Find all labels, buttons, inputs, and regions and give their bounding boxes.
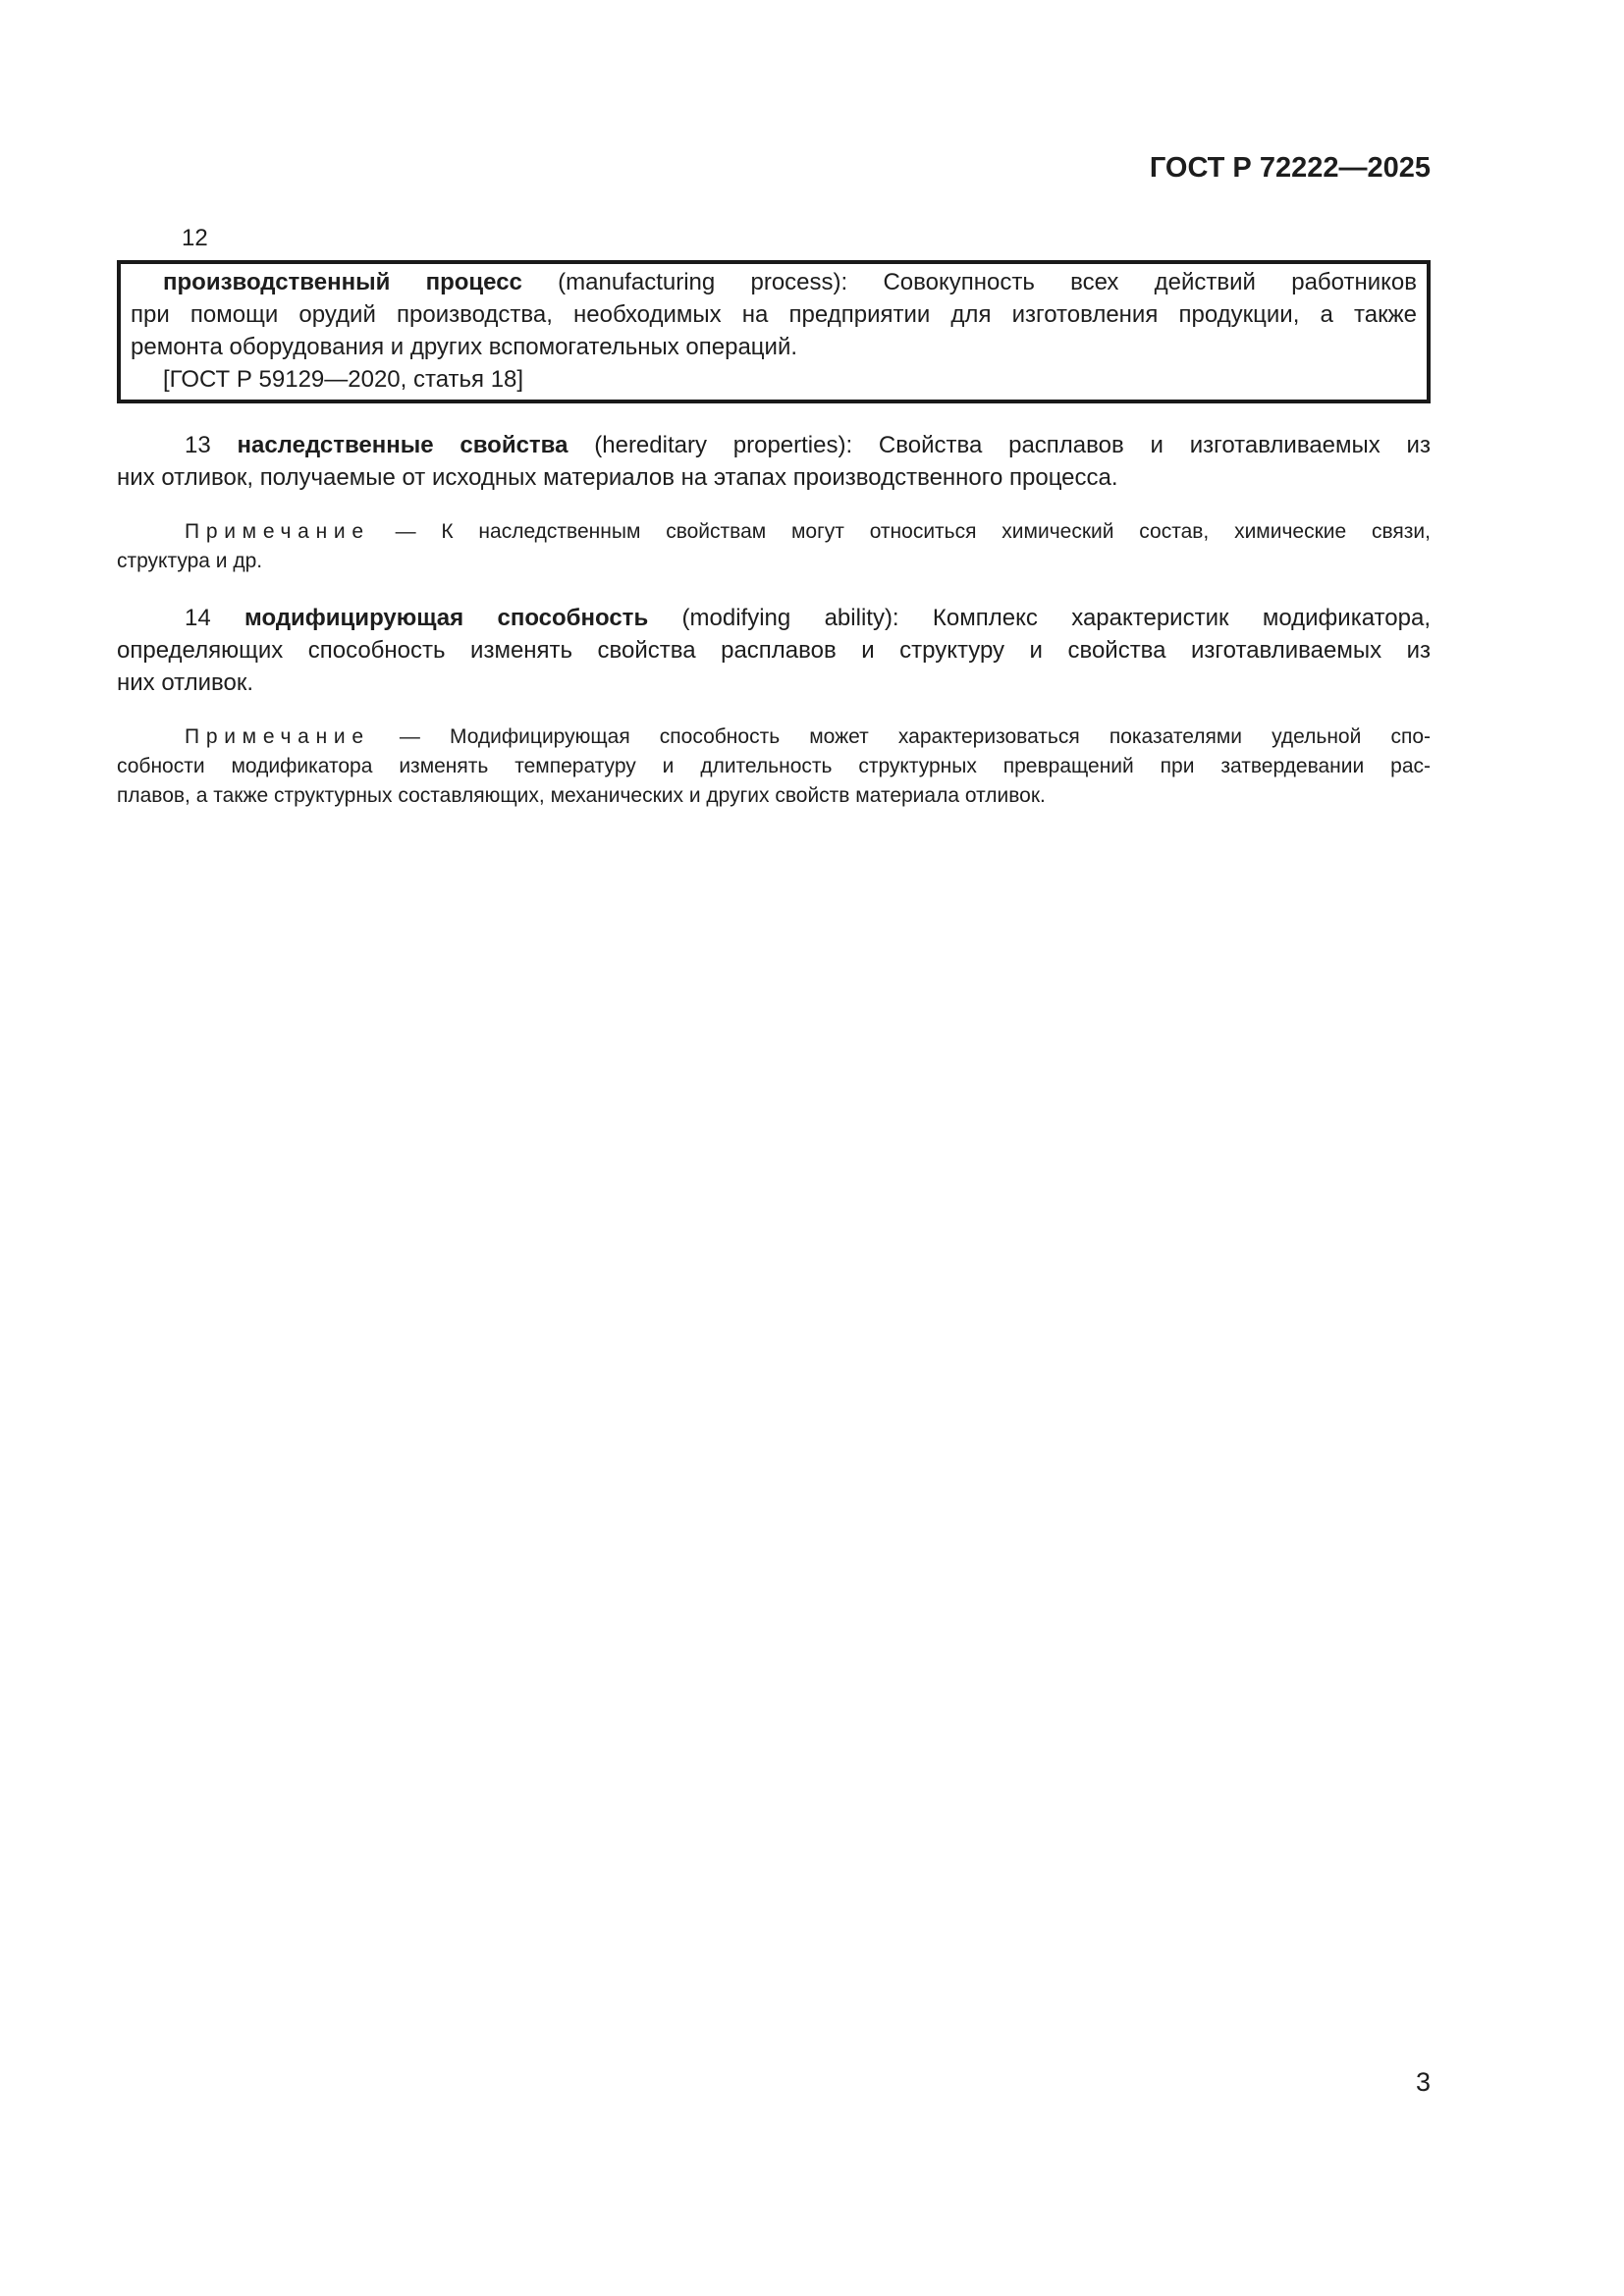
clause-14-note	[117, 722, 1431, 811]
text-line	[117, 429, 1431, 461]
text-line	[117, 517, 1431, 547]
text-line	[131, 298, 1417, 331]
text-line	[117, 781, 1431, 811]
definition-box	[117, 260, 1431, 403]
standard-number-header: ГОСТ Р 72222—2025	[1149, 152, 1431, 184]
text-segment: — К наследственным свойствам могут относиться химический состав, химические связи,	[369, 520, 1431, 543]
clause-12-number: 12	[182, 225, 208, 251]
text-line	[131, 331, 1417, 363]
term-bold: производственный процесс	[163, 269, 522, 295]
term-bold: наследственные свойства	[237, 432, 568, 458]
text-segment: них отливок.	[117, 669, 254, 696]
page-content	[0, 151, 1624, 811]
text-segment: плавов, а также структурных составляющих, механических и других свойств материала отливок.	[117, 784, 1046, 807]
text-line	[131, 266, 1417, 298]
clause-13-note	[117, 517, 1431, 576]
text-segment: [ГОСТ Р 59129—2020, статья 18]	[163, 366, 524, 393]
clause-13-paragraph	[117, 429, 1431, 494]
text-segment: (hereditary properties): Свойства расплавов и изготавливаемых из	[568, 432, 1431, 458]
text-line	[117, 722, 1431, 752]
text-segment: 14	[185, 605, 245, 631]
text-segment: собности модификатора изменять температуру и длительность структурных превращений при затвердевании рас-	[117, 755, 1431, 777]
text-segment: (manufacturing process): Совокупность всех действий работников	[521, 269, 1417, 295]
text-segment: Примечание	[185, 725, 370, 748]
text-line	[117, 461, 1431, 494]
text-segment: при помощи орудий производства, необходимых на предприятии для изготовления продукции, а также	[131, 301, 1417, 328]
text-segment: ремонта оборудования и других вспомогательных операций.	[131, 334, 798, 360]
text-line	[117, 547, 1431, 576]
clause-14-paragraph	[117, 602, 1431, 699]
text-line	[131, 363, 1417, 396]
text-segment: структура и др.	[117, 550, 263, 572]
text-segment: Примечание	[185, 520, 370, 543]
text-segment: 13	[185, 432, 238, 458]
text-segment: — Модифицирующая способность может характеризоваться показателями удельной спо-	[369, 725, 1431, 748]
page-number: 3	[1415, 2067, 1431, 2097]
text-line	[117, 602, 1431, 634]
text-line	[117, 634, 1431, 667]
text-line	[117, 667, 1431, 699]
text-segment: определяющих способность изменять свойства расплавов и структуру и свойства изготавливаемых из	[117, 637, 1431, 664]
text-segment: (modifying ability): Комплекс характеристик модификатора,	[648, 605, 1431, 631]
definition-source-reference	[131, 363, 1417, 396]
term-bold: модифицирующая способность	[244, 605, 649, 631]
text-segment: них отливок, получаемые от исходных материалов на этапах производственного процесса.	[117, 464, 1118, 491]
definition-paragraph	[131, 266, 1417, 363]
text-line	[117, 752, 1431, 781]
